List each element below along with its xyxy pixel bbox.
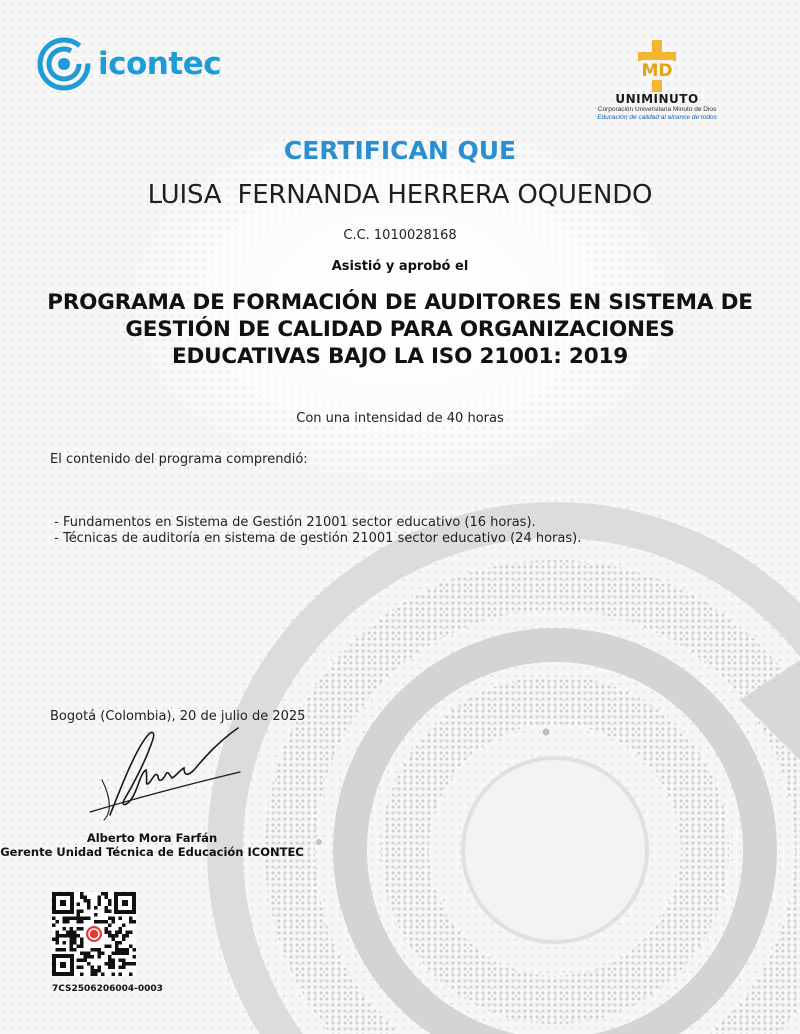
signer-title: Gerente Unidad Técnica de Educación ICONTEC: [0, 845, 304, 859]
program-title-line: PROGRAMA DE FORMACIÓN DE AUDITORES EN SISTEMA DE: [47, 290, 753, 315]
icontec-wordmark: icontec: [98, 46, 222, 82]
program-title-line: GESTIÓN DE CALIDAD PARA ORGANIZACIONES: [125, 317, 675, 342]
uniminuto-slogan: Educación de calidad al alcance de todos: [597, 114, 717, 121]
concentric-rings-icon: [36, 36, 92, 92]
signer-name: Alberto Mora Farfán: [86, 831, 218, 845]
qr-code-icon[interactable]: [52, 892, 136, 976]
icontec-logo: [36, 36, 221, 92]
list-item: - Fundamentos en Sistema de Gestión 21001 sector educativo (16 horas).: [50, 515, 536, 530]
program-title: [20, 289, 780, 370]
attendance-text: Asistió y aprobó el: [331, 259, 469, 274]
course-intensity: Con una intensidad de 40 horas: [296, 411, 504, 426]
uniminuto-subtitle: Corporación Universitaria Minuto de Dios: [597, 106, 717, 113]
monogram-text: MD: [641, 61, 673, 81]
signature-image: [80, 720, 250, 830]
certificate-heading: CERTIFICAN QUE: [283, 136, 517, 165]
module-list: [50, 515, 581, 547]
recipient-id: C.C. 1010028168: [343, 228, 457, 243]
content-intro: El contenido del programa comprendió:: [50, 452, 308, 467]
list-item: - Técnicas de auditoría en sistema de gestión 21001 sector educativo (24 horas).: [50, 531, 582, 546]
uniminuto-name: UNIMINUTO: [615, 92, 699, 106]
certificate-code: 7CS2506206004-0003: [52, 984, 163, 994]
uniminuto-logo: [592, 40, 722, 122]
program-title-line: EDUCATIVAS BAJO LA ISO 21001: 2019: [172, 344, 628, 369]
md-monogram-icon: [632, 40, 682, 92]
signer-block: [0, 831, 304, 859]
place-and-date: Bogotá (Colombia), 20 de julio de 2025: [50, 709, 306, 724]
recipient-name: LUISA FERNANDA HERRERA OQUENDO: [147, 180, 653, 210]
